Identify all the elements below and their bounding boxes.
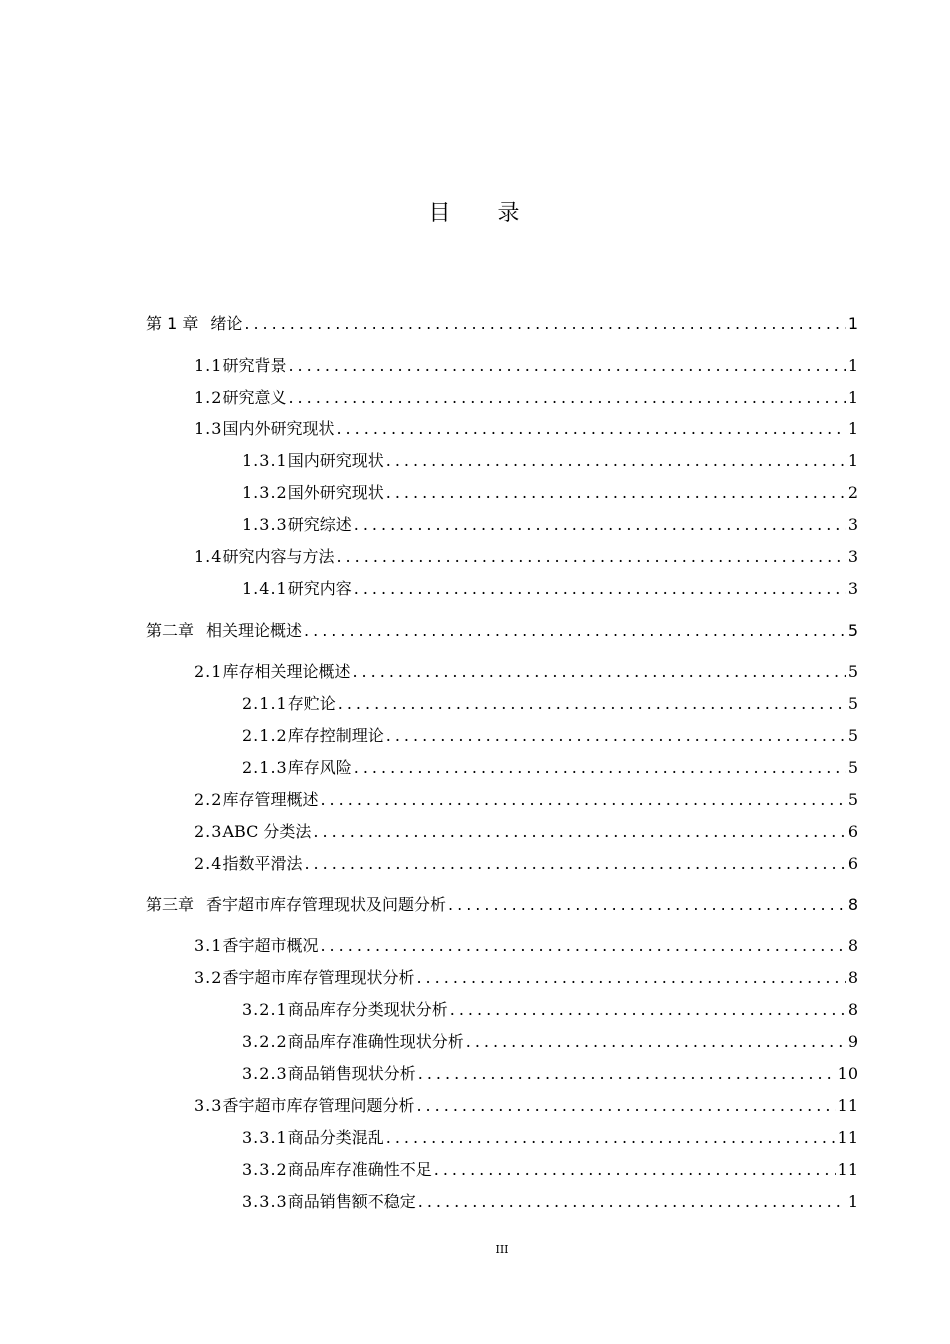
entry-number: 第二章 bbox=[146, 621, 195, 640]
entry-page: 11 bbox=[837, 1096, 858, 1115]
entry-label: 商品库存分类现状分析 bbox=[287, 1000, 448, 1019]
entry-number: 1.4.1 bbox=[242, 579, 288, 598]
entry-label: 香宇超市库存管理问题分析 bbox=[222, 1096, 415, 1115]
entry-label: 研究内容 bbox=[287, 579, 352, 598]
entry-label: 国内外研究现状 bbox=[222, 419, 335, 438]
dot-leader bbox=[320, 790, 845, 809]
dot-leader bbox=[338, 694, 846, 713]
entry-page: 3 bbox=[847, 547, 858, 566]
entry-page: 8 bbox=[847, 895, 858, 914]
toc-entry-3-2[interactable] bbox=[194, 965, 858, 988]
entry-page: 9 bbox=[847, 1032, 858, 1051]
entry-number: 3.2 bbox=[194, 968, 223, 987]
entry-number: 3.2.3 bbox=[242, 1064, 288, 1083]
entry-number: 第 1 章 bbox=[146, 314, 199, 333]
dot-leader bbox=[354, 758, 846, 777]
toc-entry-3-1[interactable] bbox=[194, 933, 858, 956]
entry-number: 3.2.2 bbox=[242, 1032, 288, 1051]
toc-entry-2-1-1[interactable] bbox=[242, 691, 858, 714]
entry-number: 1.3 bbox=[194, 419, 223, 438]
entry-number: 2.4 bbox=[194, 854, 223, 873]
toc-entry-3-3-2[interactable] bbox=[242, 1157, 858, 1180]
entry-label: 相关理论概述 bbox=[206, 621, 303, 640]
dot-leader bbox=[304, 621, 846, 640]
dot-leader bbox=[416, 1096, 835, 1115]
entry-page: 6 bbox=[847, 854, 858, 873]
entry-label: 商品销售额不稳定 bbox=[287, 1192, 416, 1211]
entry-number: 2.1.3 bbox=[242, 758, 288, 777]
toc-entry-1-1[interactable] bbox=[194, 353, 858, 376]
entry-label: 商品库存准确性不足 bbox=[287, 1160, 432, 1179]
dot-leader bbox=[354, 515, 846, 534]
entry-label: 研究背景 bbox=[222, 356, 287, 375]
entry-page: 1 bbox=[847, 356, 858, 375]
dot-leader bbox=[416, 968, 845, 987]
dot-leader bbox=[434, 1160, 836, 1179]
toc-entry-chapter-2[interactable] bbox=[146, 618, 858, 641]
entry-label: 存贮论 bbox=[287, 694, 336, 713]
entry-label: 库存相关理论概述 bbox=[222, 662, 351, 681]
entry-label: 指数平滑法 bbox=[222, 854, 303, 873]
toc-entry-3-2-1[interactable] bbox=[242, 997, 858, 1020]
entry-label: 商品库存准确性现状分析 bbox=[287, 1032, 464, 1051]
entry-label: 香宇超市库存管理现状分析 bbox=[222, 968, 415, 987]
entry-page: 8 bbox=[847, 968, 858, 987]
entry-label: 库存风险 bbox=[287, 758, 352, 777]
entry-page: 1 bbox=[847, 388, 858, 407]
page-number-footer: III bbox=[495, 1243, 509, 1256]
toc-entry-1-2[interactable] bbox=[194, 385, 858, 408]
entry-number: 1.2 bbox=[194, 388, 223, 407]
dot-leader bbox=[448, 895, 846, 914]
entry-label: 绪论 bbox=[210, 314, 243, 333]
entry-number: 3.1 bbox=[194, 936, 223, 955]
entry-number: 3.2.1 bbox=[242, 1000, 288, 1019]
entry-label: 库存控制理论 bbox=[287, 726, 384, 745]
entry-page: 11 bbox=[837, 1160, 858, 1179]
dot-leader bbox=[386, 1128, 836, 1147]
entry-label: 研究综述 bbox=[287, 515, 352, 534]
dot-leader bbox=[336, 547, 845, 566]
entry-page: 5 bbox=[847, 694, 858, 713]
entry-number: 3.3 bbox=[194, 1096, 223, 1115]
toc-entry-1-3-2[interactable] bbox=[242, 480, 858, 503]
entry-number: 2.1 bbox=[194, 662, 223, 681]
toc-entry-3-3-1[interactable] bbox=[242, 1125, 858, 1148]
dot-leader bbox=[354, 579, 846, 598]
dot-leader bbox=[386, 451, 846, 470]
toc-entry-1-3-1[interactable] bbox=[242, 448, 858, 471]
dot-leader bbox=[244, 314, 845, 333]
entry-label: 国内研究现状 bbox=[287, 451, 384, 470]
entry-label: 商品分类混乱 bbox=[287, 1128, 384, 1147]
entry-page: 6 bbox=[847, 822, 858, 841]
entry-page: 5 bbox=[847, 662, 858, 681]
entry-page: 5 bbox=[847, 758, 858, 777]
entry-page: 8 bbox=[847, 936, 858, 955]
entry-page: 5 bbox=[847, 790, 858, 809]
toc-entry-3-3[interactable] bbox=[194, 1093, 858, 1116]
toc-entry-2-1-3[interactable] bbox=[242, 755, 858, 778]
entry-number: 1.1 bbox=[194, 356, 223, 375]
toc-entry-1-3-3[interactable] bbox=[242, 512, 858, 535]
entry-label: 香宇超市库存管理现状及问题分析 bbox=[206, 895, 447, 914]
entry-page: 3 bbox=[847, 579, 858, 598]
entry-page: 1 bbox=[847, 314, 858, 333]
toc-entry-chapter-1[interactable] bbox=[146, 311, 858, 334]
entry-page: 5 bbox=[847, 621, 858, 640]
entry-label: 商品销售现状分析 bbox=[287, 1064, 416, 1083]
entry-number: 1.3.2 bbox=[242, 483, 288, 502]
dot-leader bbox=[386, 726, 846, 745]
entry-number: 2.1.1 bbox=[242, 694, 288, 713]
dot-leader bbox=[450, 1000, 846, 1019]
dot-leader bbox=[352, 662, 845, 681]
toc-entry-1-4-1[interactable] bbox=[242, 576, 858, 599]
toc-entry-2-1[interactable] bbox=[194, 659, 858, 682]
toc-entry-1-3[interactable] bbox=[194, 416, 858, 439]
entry-number: 第三章 bbox=[146, 895, 195, 914]
toc-entry-2-3[interactable] bbox=[194, 819, 858, 842]
entry-page: 1 bbox=[847, 1192, 858, 1211]
dot-leader bbox=[313, 822, 845, 841]
entry-label: 香宇超市概况 bbox=[222, 936, 319, 955]
toc-title: 目 录 bbox=[428, 201, 540, 226]
toc-entry-3-3-3[interactable] bbox=[242, 1189, 858, 1212]
entry-page: 10 bbox=[837, 1064, 858, 1083]
toc-entry-1-4[interactable] bbox=[194, 544, 858, 567]
entry-page: 1 bbox=[847, 451, 858, 470]
entry-number: 3.3.2 bbox=[242, 1160, 288, 1179]
entry-page: 1 bbox=[847, 419, 858, 438]
dot-leader bbox=[304, 854, 845, 873]
toc-entry-2-4[interactable] bbox=[194, 851, 858, 874]
entry-page: 11 bbox=[837, 1128, 858, 1147]
entry-label: 国外研究现状 bbox=[287, 483, 384, 502]
toc-entry-3-2-2[interactable] bbox=[242, 1029, 858, 1052]
dot-leader bbox=[288, 356, 845, 375]
dot-leader bbox=[336, 419, 845, 438]
entry-number: 1.3.3 bbox=[242, 515, 288, 534]
entry-number: 3.3.3 bbox=[242, 1192, 288, 1211]
dot-leader bbox=[418, 1064, 836, 1083]
entry-label: 研究内容与方法 bbox=[222, 547, 335, 566]
toc-entry-chapter-3[interactable] bbox=[146, 892, 858, 915]
entry-page: 5 bbox=[847, 726, 858, 745]
dot-leader bbox=[386, 483, 846, 502]
toc-entry-2-2[interactable] bbox=[194, 787, 858, 810]
entry-label: 研究意义 bbox=[222, 388, 287, 407]
entry-number: 3.3.1 bbox=[242, 1128, 288, 1147]
entry-number: 1.4 bbox=[194, 547, 223, 566]
entry-label: 库存管理概述 bbox=[222, 790, 319, 809]
entry-number: 1.3.1 bbox=[242, 451, 288, 470]
entry-page: 2 bbox=[847, 483, 858, 502]
entry-page: 3 bbox=[847, 515, 858, 534]
entry-number: 2.1.2 bbox=[242, 726, 288, 745]
entry-number: 2.2 bbox=[194, 790, 223, 809]
dot-leader bbox=[466, 1032, 846, 1051]
dot-leader bbox=[320, 936, 845, 955]
entry-label: ABC 分类法 bbox=[222, 822, 312, 841]
entry-number: 2.3 bbox=[194, 822, 223, 841]
toc-entry-3-2-3[interactable] bbox=[242, 1061, 858, 1084]
entry-page: 8 bbox=[847, 1000, 858, 1019]
toc-entry-2-1-2[interactable] bbox=[242, 723, 858, 746]
dot-leader bbox=[418, 1192, 846, 1211]
dot-leader bbox=[288, 388, 845, 407]
